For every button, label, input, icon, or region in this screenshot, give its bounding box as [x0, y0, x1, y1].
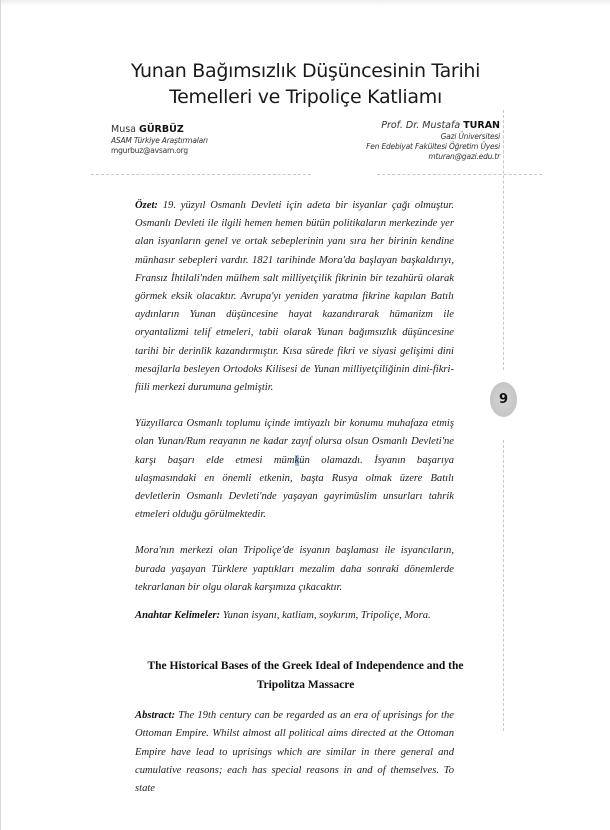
author-affiliation: ASAM Türkiye Araştırmaları [111, 136, 208, 145]
author-name [111, 124, 208, 136]
paragraph-2 [135, 415, 454, 524]
ozet-text: 19. yüzyıl Osmanlı Devleti için adeta bir isyanlar çağı olmuştur. Osmanlı Devleti ile ilgili hemen hemen bütün politikaların merkezinde yer alan isyanların genel ve ortak sebeplerinin yanı sıra her birinin kendine münhasır sebepleri vardır. 1821 tarihinde Mora'da başlayan başkaldırıyı, Fransız İhtilali'nden mülhem salt milliyetçilik fikrinin bir tezahürü olarak görmek eksik olacaktır. Avrupa'yı yeniden yaratma fikrine kapılan Batılı aydınların Yunan düşüncesine hayat kazandırarak hümanizm ile oryantalizmi telif etmeleri, tabii olarak Yunan bağımsızlık düşüncesine tarihi bir derinlik kazandırmıştır. Kısa sürede fikri ve siyasi gelişimi dini mesajlarla besleyen Ortodoks Kilisesi de Yunan milliyetçiliğinin dini-fikri-fiili merkezi durumuna gelmiştir. [135, 200, 454, 394]
title-line-1: Yunan Bağımsızlık Düşüncesinin Tarihi [130, 60, 481, 82]
author-affiliation: Gazi Üniversitesi [440, 132, 500, 141]
paragraph-2-text-a: Yüzyıllarca Osmanlı toplumu içinde imtiyazlı bir konumu muhafaza etmiş olan Yunan/Rum reayanın ne kadar zayıf olursa olsun Osmanlı Devleti'ne karşı başarı elde etmesi müm [135, 418, 454, 466]
author-name [366, 120, 500, 132]
text-selection-cursor[interactable]: k [294, 454, 300, 466]
page-content [1, 0, 610, 818]
abstract-paragraph [135, 707, 454, 798]
keywords-text: Yunan isyanı, katliam, soykırım, Tripoliçe, Mora. [222, 610, 431, 622]
abstract-text: The 19th century can be regarded as an era of uprisings for the Ottoman Empire. Whilst almost all political aims directed at the Ottoman Empire have lead to uprisings which are similar in there general and cumulative reasons; each has special reasons in and of themselves. To state [135, 710, 454, 795]
author-block-2 [366, 120, 500, 162]
author-affiliation: Fen Edebiyat Fakültesi Öğretim Üyesi [366, 142, 500, 151]
author-block-1 [111, 124, 208, 156]
keywords-label: Anahtar Kelimeler: [135, 610, 221, 622]
author-email[interactable]: mturan@gazi.edu.tr [428, 152, 500, 161]
abstract-label: Abstract: [135, 710, 176, 722]
en-title-line-1: The Historical Bases of the Greek Ideal of Independence and the [147, 660, 464, 673]
page-number-badge: 9 [490, 382, 517, 417]
author-first-name: Musa [111, 124, 136, 135]
title-line-2: Temelleri ve Tripoliçe Katliamı [169, 86, 442, 108]
author-last-name: TURAN [463, 120, 500, 131]
paragraph-3: Mora'nın merkezi olan Tripoliçe'de isyanın başlaması ile isyancıların, burada yaşayan Türklere yaptıkları mezalim daha sonraki dönemlerde tekrarlanan bir olgu olarak karşımıza çıkacaktır. [135, 545, 454, 593]
author-last-name: GÜRBÜZ [139, 124, 184, 135]
en-title-line-2: Tripolitza Massacre [256, 679, 355, 692]
ozet-paragraph [135, 197, 454, 397]
article-title-turkish [1, 58, 610, 110]
author-email[interactable]: mgurbuz@avsam.org [111, 146, 188, 155]
ozet-label: Özet: [135, 200, 158, 211]
article-title-english [1, 657, 610, 695]
keywords-turkish [135, 607, 454, 625]
paragraph-2-text-b: ün olamazdı. İsyanın başarıya ulaşmasındaki en önemli etkenin, başta Rusya olmak üzere Batılı devletlerin Osmanlı Devleti'nde yaşayan gayrimüslim unsurları tahrik etmeleri olduğu görülmektedir. [135, 454, 454, 521]
authors-row [1, 120, 610, 170]
author-first-name: Prof. Dr. Mustafa [381, 120, 461, 131]
